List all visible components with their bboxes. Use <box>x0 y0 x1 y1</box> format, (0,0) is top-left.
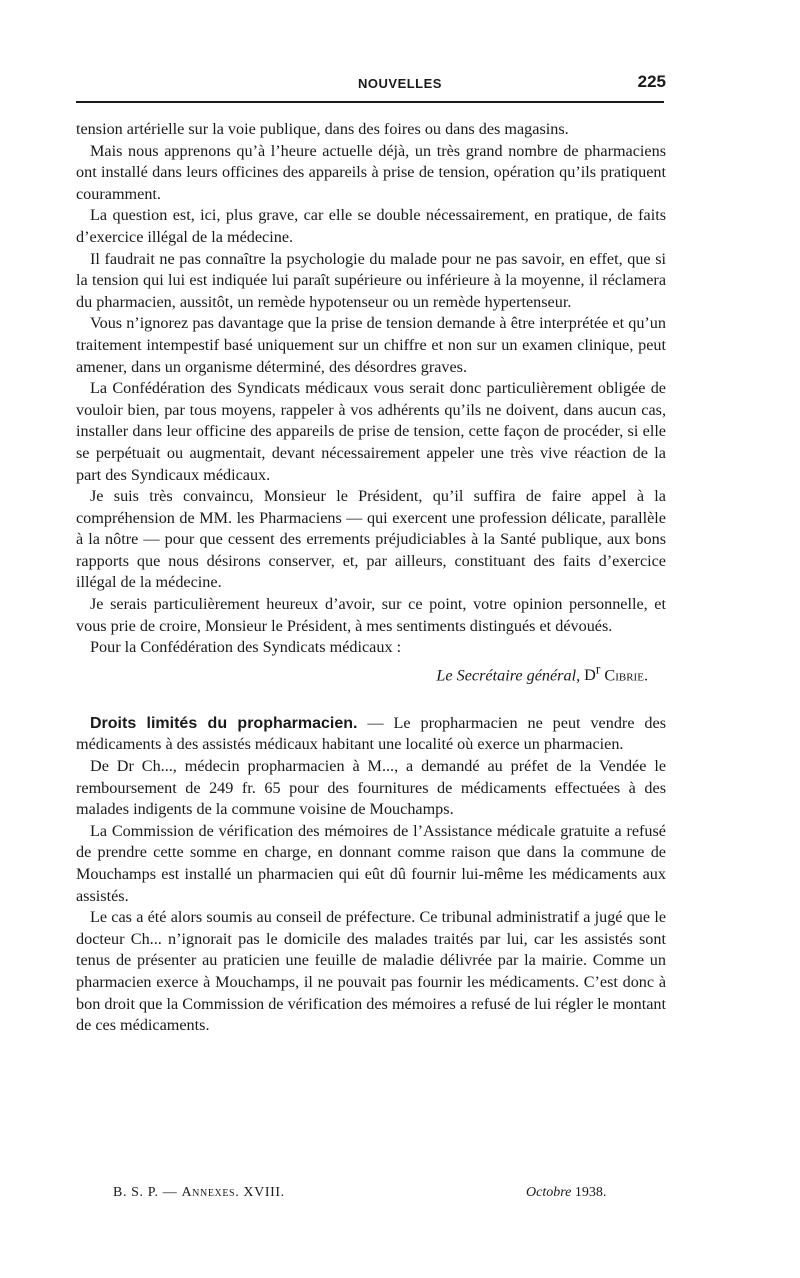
paragraph: Mais nous apprenons qu’à l’heure actuelle déjà, un très grand nombre de pharmaciens ont installé dans leurs officines des appareils à prise de tension, opération qu’ils pratiquent couramment. <box>76 141 666 203</box>
paragraph: De Dr Ch..., médecin propharmacien à M..., a demandé au préfet de la Vendée le remboursement de 249 fr. 65 pour des fournitures de médicaments effectuées à des malades indigents de la commune voisine de Mouchamps. <box>76 757 666 819</box>
paragraph: Je serais particulièrement heureux d’avoir, sur ce point, votre opinion personnelle, et vous prie de croire, Monsieur le Président, à mes sentiments distingués et dévoués. <box>76 595 666 635</box>
running-header: NOUVELLES <box>358 76 442 91</box>
page-body <box>76 119 666 1037</box>
paragraph: Il faudrait ne pas connaître la psychologie du malade pour ne pas savoir, en effet, que si la tension qui lui est indiquée lui paraît supérieure ou inférieure à la moyenne, il réclamera du pharmacien, aussitôt, un remède hypotenseur ou un remède hypertenseur. <box>76 249 666 311</box>
paragraph: tension artérielle sur la voie publique, dans des foires ou dans des magasins. <box>76 120 569 138</box>
footer-journal: B. S. P. — Annexes. XVIII. <box>113 1185 285 1200</box>
section-lead-paragraph <box>76 713 666 756</box>
paragraph: Pour la Confédération des Syndicats médicaux : <box>90 638 402 657</box>
paragraph: La Commission de vérification des mémoires de l’Assistance médicale gratuite a refusé de prendre cette somme en charge, en donnant comme raison que dans la commune de Mouchamps est installé un pharmacien qui eût dû fournir lui-même les médicaments aux assistés. <box>76 821 666 905</box>
header-rule <box>76 101 664 103</box>
paragraph: Je suis très convaincu, Monsieur le Président, qu’il suffira de faire appel à la compréhension de MM. les Pharmaciens — qui exercent une profession délicate, parallèle à la nôtre — pour que cessent des errements préjudiciables à la Santé publique, aux bons rapports que nous désirons conserver, et, par ailleurs, constituant des faits d’exercice illégal de la médecine. <box>76 487 666 592</box>
section-lead: — Le propharmacien ne peut vendre des médicaments à des assistés médicaux habitant une localité où exerce un pharmacien. <box>76 713 667 754</box>
paragraph: La Confédération des Syndicats médicaux vous serait donc particulièrement obligée de vouloir bien, par tous moyens, rappeler à vos adhérents qu’ils ne doivent, dans aucun cas, installer dans leur officine des appareils de prise de tension, cette façon de procéder, si elle se perpétuait ou augmentait, devant nécessairement appeler une très vive réaction de la part des Syndicaux médicaux. <box>76 379 666 484</box>
paragraph: Le cas a été alors soumis au conseil de préfecture. Ce tribunal administratif a jugé que le docteur Ch... n’ignorait pas le domicile des malades traités par lui, car les assistés sont tenus de présenter au praticien une feuille de maladie délivrée par la mairie. Comme un pharmacien exerce à Mouchamps, il ne pouvait pas fournir les médicaments. C’est donc à bon droit que la Commission de vérification des mémoires a refusé de lui régler le montant de ces médicaments. <box>76 908 666 1035</box>
signature-role: Le Secrétaire général, <box>436 666 581 685</box>
page-number: 225 <box>637 72 666 91</box>
signature <box>76 659 666 687</box>
paragraph: La question est, ici, plus grave, car elle se double nécessairement, en pratique, de faits d’exercice illégal de la médecine. <box>76 206 666 246</box>
footer-date: Octobre 1938. <box>526 1185 607 1200</box>
signature-name: Cibrie. <box>604 666 648 685</box>
paragraph: Vous n’ignorez pas davantage que la prise de tension demande à être interprétée et qu’un traitement intempestif basé uniquement sur un chiffre et non sur un examen clinique, peut amener, dans un organisme déterminé, des désordres graves. <box>76 314 666 376</box>
signature-title: $D^r$ <box>584 661 601 685</box>
section-heading: Droits limités du propharmacien. <box>90 714 358 732</box>
